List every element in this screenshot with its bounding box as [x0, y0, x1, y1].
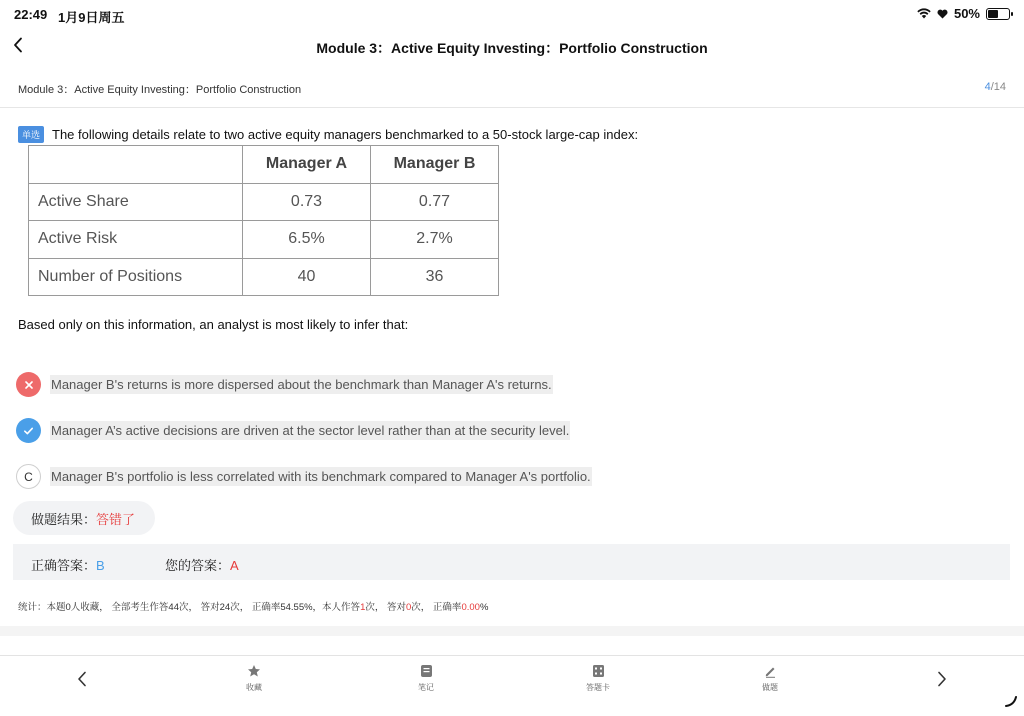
question-progress [985, 81, 1006, 93]
status-bar [0, 0, 1024, 28]
status-right [917, 6, 1010, 21]
status-date: 1月9日周五 [58, 10, 125, 25]
star-icon [247, 664, 261, 678]
pencil-icon [764, 664, 777, 678]
table-cell: Active Risk [29, 221, 243, 259]
heart-icon [937, 9, 948, 19]
table-cell: Number of Positions [29, 258, 243, 296]
nav-bar [0, 28, 1024, 64]
option-a-text: Manager B's returns is more dispersed about the benchmark than Manager A's returns. [51, 377, 552, 392]
option-c-badge: C [16, 464, 41, 489]
option-b-text: Manager A’s active decisions are driven at the sector level rather than at the security level. [51, 423, 570, 438]
table-row [29, 183, 499, 221]
battery-fill [988, 10, 998, 18]
correct-answer-label: 正确答案： [31, 558, 97, 573]
note-icon [420, 664, 433, 678]
table-cell: 6.5% [243, 221, 371, 259]
table-cell: 40 [243, 258, 371, 296]
stats-part2: 次， 答对 [365, 602, 406, 613]
option-c-text: Manager B's portfolio is less correlated with its benchmark compared to Manager A's portfolio. [51, 469, 591, 484]
tab-notes[interactable] [396, 664, 456, 693]
your-answer-label: 您的答案： [165, 558, 231, 573]
corner-swipe-icon [1004, 694, 1018, 708]
table-cell: 0.77 [371, 183, 499, 221]
tab-practice[interactable] [740, 664, 800, 693]
result-value: 答错了 [96, 511, 136, 527]
stats-my-correct: 0 [406, 602, 412, 613]
correct-answer-value: B [96, 558, 105, 573]
stats-part3: 次， 正确率 [411, 602, 462, 613]
wifi-icon [917, 8, 931, 19]
progress-current: 4 [984, 81, 991, 93]
table-cell: 2.7% [371, 221, 499, 259]
stats-part1: 统计：本题0人收藏， 全部考生作答44次， 答对24次， 正确率54.55%，本人作答 [18, 602, 361, 613]
tab-favorite[interactable] [224, 664, 284, 693]
prev-question-button[interactable] [68, 666, 96, 692]
battery-icon [986, 8, 1010, 20]
option-a[interactable] [16, 372, 553, 397]
option-b[interactable] [16, 418, 570, 443]
stats-part4: % [479, 602, 489, 613]
table-row [29, 258, 499, 296]
wrong-mark-icon [16, 372, 41, 397]
question-table [28, 145, 499, 296]
chevron-right-icon [937, 671, 947, 687]
table-header-row [29, 146, 499, 184]
your-answer [165, 555, 239, 574]
result-label: 做题结果： [31, 511, 97, 527]
table-cell: 0.73 [243, 183, 371, 221]
tab-answer-card[interactable] [568, 664, 628, 693]
question-stem: Based only on this information, an analyst is most likely to infer that: [18, 317, 409, 332]
table-cell: Active Share [29, 183, 243, 221]
bottom-tab-bar [0, 655, 1024, 716]
result-pill [13, 501, 155, 535]
tab-answer-card-label: 答题卡 [586, 683, 610, 692]
section-title: Module 3：Active Equity Investing：Portfolio Construction [18, 84, 302, 96]
your-answer-value: A [230, 558, 239, 573]
option-c[interactable] [16, 464, 592, 489]
divider-band [0, 626, 1024, 636]
question-text [18, 126, 1008, 143]
next-question-button[interactable] [928, 666, 956, 692]
table-cell: 36 [371, 258, 499, 296]
battery-percent: 50% [953, 6, 980, 21]
tab-favorite-label: 收藏 [246, 683, 262, 692]
question-body: The following details relate to two active equity managers benchmarked to a 50-stock large-cap index: [52, 127, 639, 142]
table-header-cell: Manager A [243, 146, 371, 184]
table-header-cell [29, 146, 243, 184]
stats-line [18, 599, 488, 613]
table-row [29, 221, 499, 259]
stats-my-attempts: 1 [360, 602, 366, 613]
table-header-cell: Manager B [371, 146, 499, 184]
chevron-left-icon [77, 671, 87, 687]
answer-card-icon [592, 664, 605, 678]
page-title: Module 3：Active Equity Investing：Portfolio Construction [316, 40, 708, 56]
status-time: 22:49 [14, 7, 48, 22]
stats-my-rate: 0.00 [461, 602, 480, 613]
tab-notes-label: 笔记 [418, 683, 434, 692]
sub-header [0, 72, 1024, 108]
progress-total: /14 [990, 81, 1006, 93]
tab-practice-label: 做题 [762, 683, 778, 692]
answer-box [13, 544, 1010, 580]
check-mark-icon [16, 418, 41, 443]
correct-answer [31, 555, 105, 574]
question-type-badge: 单选 [18, 126, 44, 143]
